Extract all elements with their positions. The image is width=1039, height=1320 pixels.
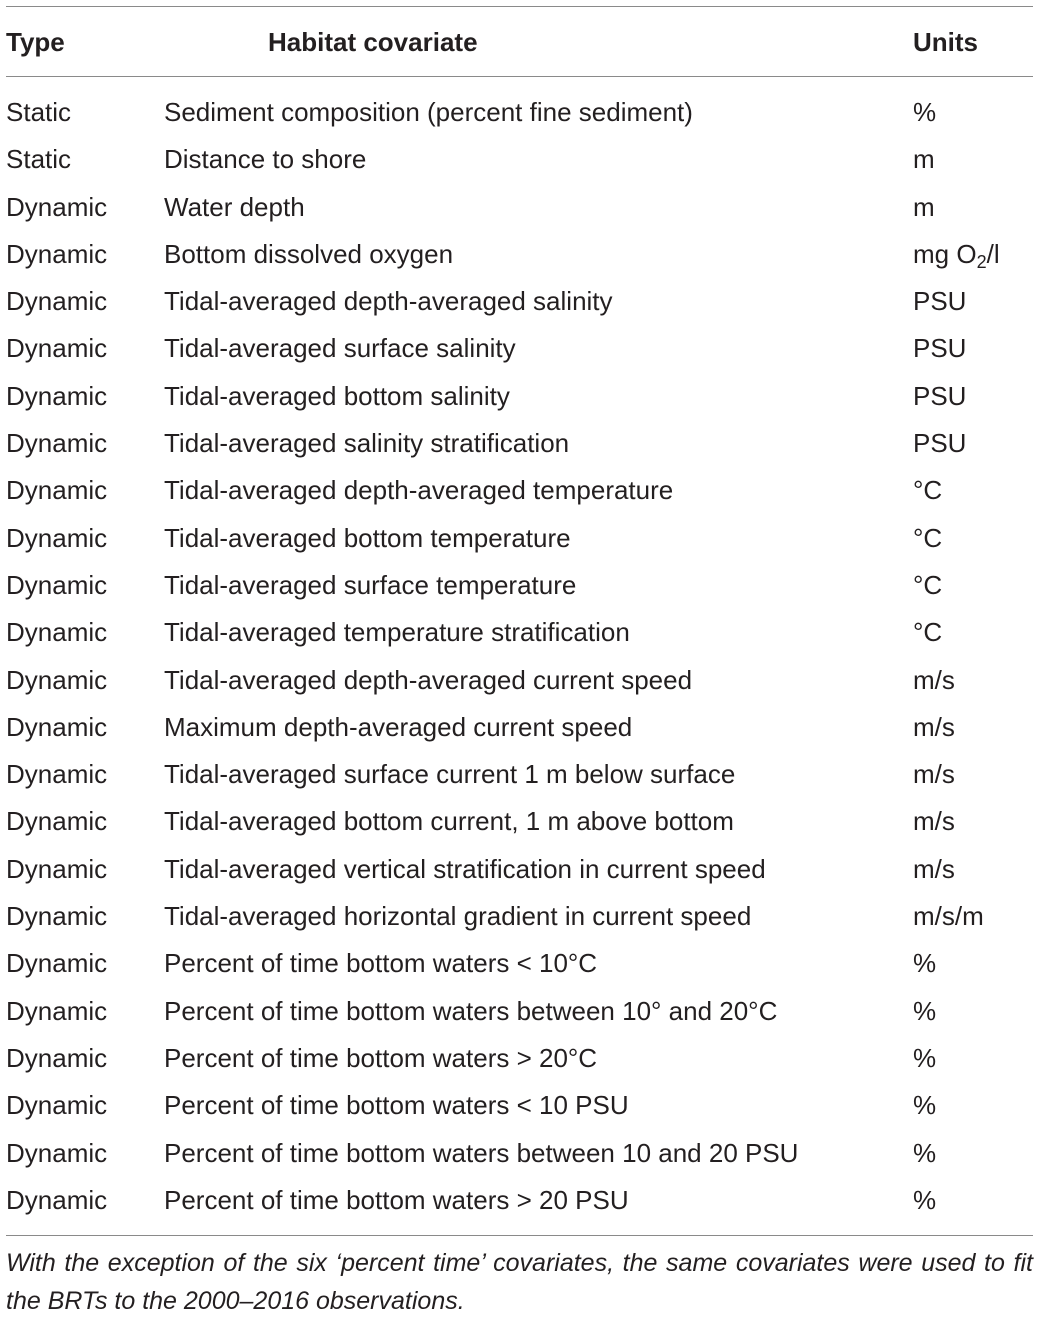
cell-habitat-covariate: Tidal-averaged depth-averaged salinity bbox=[164, 286, 613, 317]
cell-habitat-covariate: Tidal-averaged surface salinity bbox=[164, 333, 516, 364]
table-header-rule bbox=[6, 76, 1033, 77]
cell-type: Dynamic bbox=[6, 664, 108, 695]
cell-type: Dynamic bbox=[6, 475, 108, 506]
cell-type: Dynamic bbox=[6, 901, 108, 932]
table-row bbox=[0, 801, 1039, 848]
cell-type: Dynamic bbox=[6, 853, 108, 884]
cell-units: m/s bbox=[913, 711, 955, 742]
table-row bbox=[0, 187, 1039, 234]
table-row bbox=[0, 423, 1039, 470]
cell-type: Dynamic bbox=[6, 522, 108, 553]
cell-type: Dynamic bbox=[6, 806, 108, 837]
cell-units: % bbox=[913, 995, 937, 1026]
cell-habitat-covariate: Percent of time bottom waters < 10°C bbox=[164, 948, 598, 979]
cell-units: m/s bbox=[913, 853, 955, 884]
cell-habitat-covariate: Distance to shore bbox=[164, 144, 367, 175]
cell-units: m/s bbox=[913, 759, 955, 790]
cell-type: Dynamic bbox=[6, 1184, 108, 1215]
cell-units: m bbox=[913, 144, 935, 175]
units-subscript: 2 bbox=[976, 251, 987, 272]
cell-units: PSU bbox=[913, 428, 967, 459]
table-row bbox=[0, 943, 1039, 990]
table-row bbox=[0, 139, 1039, 186]
table-row bbox=[0, 328, 1039, 375]
cell-type: Static bbox=[6, 97, 72, 127]
table-row bbox=[0, 1085, 1039, 1132]
cell-units: m/s bbox=[913, 806, 955, 837]
cell-type: Dynamic bbox=[6, 617, 108, 648]
cell-type: Dynamic bbox=[6, 286, 108, 317]
cell-units: % bbox=[913, 1137, 937, 1168]
cell-habitat-covariate: Percent of time bottom waters between 10° and 20°C bbox=[164, 995, 778, 1026]
cell-units: % bbox=[913, 1042, 937, 1073]
cell-habitat-covariate: Percent of time bottom waters between 10 and 20 PSU bbox=[164, 1137, 799, 1168]
cell-habitat-covariate: Percent of time bottom waters > 20 PSU bbox=[164, 1184, 629, 1215]
cell-habitat-covariate: Tidal-averaged surface temperature bbox=[164, 569, 577, 600]
cell-units: % bbox=[913, 1184, 937, 1215]
cell-type: Dynamic bbox=[6, 380, 108, 411]
cell-habitat-covariate: Bottom dissolved oxygen bbox=[164, 238, 454, 269]
table-row bbox=[0, 991, 1039, 1038]
cell-habitat-covariate: Tidal-averaged salinity stratification bbox=[164, 428, 570, 459]
table-row bbox=[0, 376, 1039, 423]
cell-habitat-covariate: Tidal-averaged horizontal gradient in current speed bbox=[164, 901, 752, 932]
cell-units: °C bbox=[913, 569, 943, 600]
cell-habitat-covariate: Tidal-averaged vertical stratification in current speed bbox=[164, 853, 766, 884]
table-footnote: With the exception of the six ‘percent time’ covariates, the same covariates were used to fit the BRTs to the 2000–2016 observations. bbox=[6, 1249, 1033, 1315]
cell-units: PSU bbox=[913, 380, 967, 411]
cell-habitat-covariate: Percent of time bottom waters > 20°C bbox=[164, 1042, 598, 1073]
table-row bbox=[0, 1038, 1039, 1085]
cell-units: % bbox=[913, 1090, 937, 1121]
table-row bbox=[0, 470, 1039, 517]
cell-units: °C bbox=[913, 522, 943, 553]
table-row bbox=[0, 660, 1039, 707]
table-row bbox=[0, 92, 1039, 139]
cell-type: Dynamic bbox=[6, 569, 108, 600]
table-row bbox=[0, 849, 1039, 896]
cell-habitat-covariate: Tidal-averaged temperature stratification bbox=[164, 617, 630, 648]
cell-type: Dynamic bbox=[6, 995, 108, 1026]
cell-habitat-covariate: Tidal-averaged bottom temperature bbox=[164, 522, 571, 553]
header-type: Type bbox=[6, 27, 65, 57]
cell-units: % bbox=[913, 948, 937, 979]
table-row bbox=[0, 707, 1039, 754]
cell-habitat-covariate: Sediment composition (percent fine sediment) bbox=[164, 97, 693, 127]
table-row bbox=[0, 565, 1039, 612]
units-prefix: mg O bbox=[913, 238, 977, 269]
cell-units: m/s bbox=[913, 664, 955, 695]
table-row bbox=[0, 1133, 1039, 1180]
table-body bbox=[0, 92, 1039, 1227]
cell-units: PSU bbox=[913, 333, 967, 364]
cell-type: Dynamic bbox=[6, 948, 108, 979]
cell-units: °C bbox=[913, 617, 943, 648]
table-row bbox=[0, 281, 1039, 328]
header-units: Units bbox=[913, 27, 978, 57]
cell-units: % bbox=[913, 97, 937, 127]
cell-units: m bbox=[913, 191, 935, 222]
cell-type: Dynamic bbox=[6, 1137, 108, 1168]
units-suffix: /l bbox=[986, 238, 1000, 269]
table-row bbox=[0, 612, 1039, 659]
table-header-row bbox=[0, 22, 1039, 62]
table-row bbox=[0, 518, 1039, 565]
cell-type: Dynamic bbox=[6, 191, 108, 222]
cell-habitat-covariate: Percent of time bottom waters < 10 PSU bbox=[164, 1090, 629, 1121]
cell-habitat-covariate: Tidal-averaged depth-averaged temperature bbox=[164, 475, 674, 506]
cell-units bbox=[913, 234, 1000, 274]
cell-type: Dynamic bbox=[6, 1090, 108, 1121]
table-row bbox=[0, 234, 1039, 281]
table-row bbox=[0, 896, 1039, 943]
cell-units: °C bbox=[913, 475, 943, 506]
table-bottom-rule bbox=[6, 1235, 1033, 1236]
cell-habitat-covariate: Tidal-averaged bottom current, 1 m above bottom bbox=[164, 806, 734, 837]
cell-habitat-covariate: Water depth bbox=[164, 191, 305, 222]
cell-type: Dynamic bbox=[6, 759, 108, 790]
cell-type: Dynamic bbox=[6, 1042, 108, 1073]
cell-units: PSU bbox=[913, 286, 967, 317]
cell-habitat-covariate: Tidal-averaged depth-averaged current speed bbox=[164, 664, 693, 695]
header-habitat-covariate: Habitat covariate bbox=[268, 27, 478, 57]
cell-habitat-covariate: Tidal-averaged surface current 1 m below surface bbox=[164, 759, 736, 790]
cell-units: m/s/m bbox=[913, 901, 984, 932]
table-row bbox=[0, 1180, 1039, 1227]
cell-habitat-covariate: Maximum depth-averaged current speed bbox=[164, 711, 633, 742]
cell-type: Dynamic bbox=[6, 428, 108, 459]
cell-type: Dynamic bbox=[6, 238, 108, 269]
cell-type: Dynamic bbox=[6, 711, 108, 742]
table-row bbox=[0, 754, 1039, 801]
cell-habitat-covariate: Tidal-averaged bottom salinity bbox=[164, 380, 510, 411]
cell-type: Static bbox=[6, 144, 72, 175]
table-top-rule bbox=[6, 6, 1033, 7]
cell-type: Dynamic bbox=[6, 333, 108, 364]
